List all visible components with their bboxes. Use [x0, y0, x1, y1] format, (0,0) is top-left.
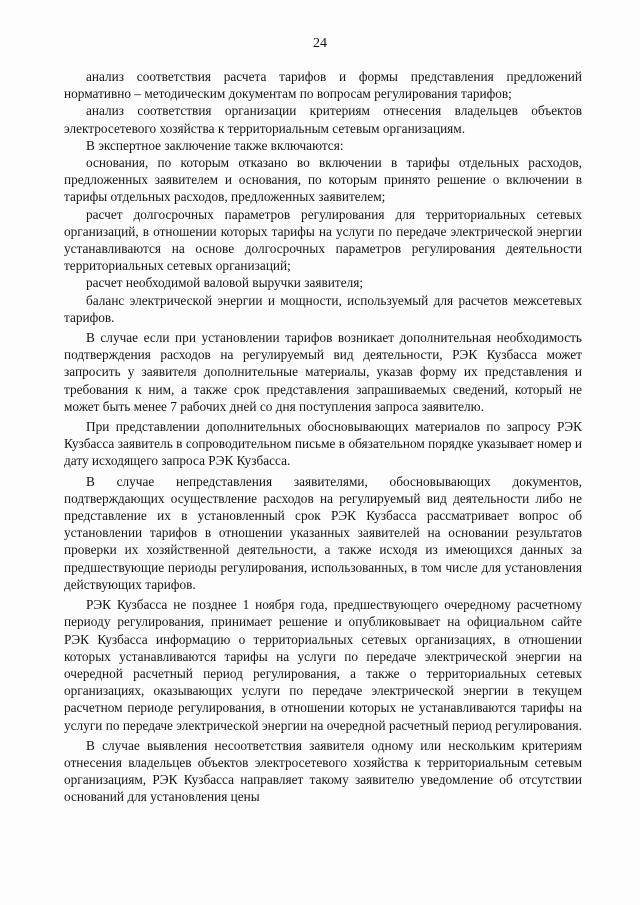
paragraph: основания, по которым отказано во включении в тарифы отдельных расходов, предложенных заявителем и основания, по которым принято решение о включении в тарифы отдельных расходов, предложенных заявителем;	[64, 155, 582, 205]
paragraph: При представлении дополнительных обосновывающих материалов по запросу РЭК Кузбасса заявитель в сопроводительном письме в обязательном порядке указывает номер и дату исходящего запроса РЭК Кузбасса.	[64, 419, 582, 469]
paragraph: В случае выявления несоответствия заявителя одному или нескольким критериям отнесения владельцев объектов электросетевого хозяйства к территориальным сетевым организациям, РЭК Кузбасса направляет такому заявителю уведомление об отсутствии оснований для установления цены	[64, 737, 582, 805]
paragraph: В экспертное заключение также включаются:	[86, 137, 344, 153]
page-number: 24	[313, 36, 327, 51]
paragraph: баланс электрической энергии и мощности, используемый для расчетов межсетевых тарифов.	[64, 292, 582, 325]
paragraph: анализ соответствия организации критериям отнесения владельцев объектов электросетевого хозяйства к территориальным сетевым организациям.	[64, 103, 582, 136]
paragraph: расчет необходимой валовой выручки заявителя;	[86, 275, 364, 291]
paragraph: РЭК Кузбасса не позднее 1 ноября года, предшествующего очередному расчетному периоду регулирования, принимает решение и опубликовывает на официальном сайте РЭК Кузбасса информацию о территориальных сетевых организациях, в отношении которых устанавливаются тарифы на услуги по передаче электрической энергии на очередной расчетный период регулирования, а также о территориальных сетевых организациях, оказывающих услуги по передаче электрической энергии в текущем расчетном периоде регулирования, в отношении которых не устанавливаются тарифы на услуги по передаче электрической энергии на очередной расчетный период регулирования.	[64, 597, 582, 733]
paragraph: В случае непредставления заявителями, обосновывающих документов, подтверждающих осуществление расходов на регулируемый вид деятельности либо не представление их в установленный срок РЭК Кузбасса рассматривает вопрос об установлении тарифов в отношении указанных заявителей на основании результатов проверки их хозяйственной деятельности, а также исходя из имеющихся данных за предшествующие периоды регулирования, использованных, в том числе для установления действующих тарифов.	[64, 473, 582, 592]
paragraph: анализ соответствия расчета тарифов и формы представления предложений нормативно – методическим документам по вопросам регулирования тарифов;	[64, 69, 582, 102]
paragraph: В случае если при установлении тарифов возникает дополнительная необходимость подтверждения расходов на регулируемый вид деятельности, РЭК Кузбасса может запросить у заявителя дополнительные материалы, указав форму их представления и требования к ним, а также срок представления запрашиваемых сведений, который не может быть менее 7 рабочих дней со дня поступления запроса заявителю.	[64, 330, 582, 414]
document-body	[64, 68, 582, 806]
paragraph: расчет долгосрочных параметров регулирования для территориальных сетевых организаций, в отношении которых тарифы на услуги по передаче электрической энергии устанавливаются на основе долгосрочных параметров регулирования деятельности территориальных сетевых организаций;	[64, 206, 582, 274]
